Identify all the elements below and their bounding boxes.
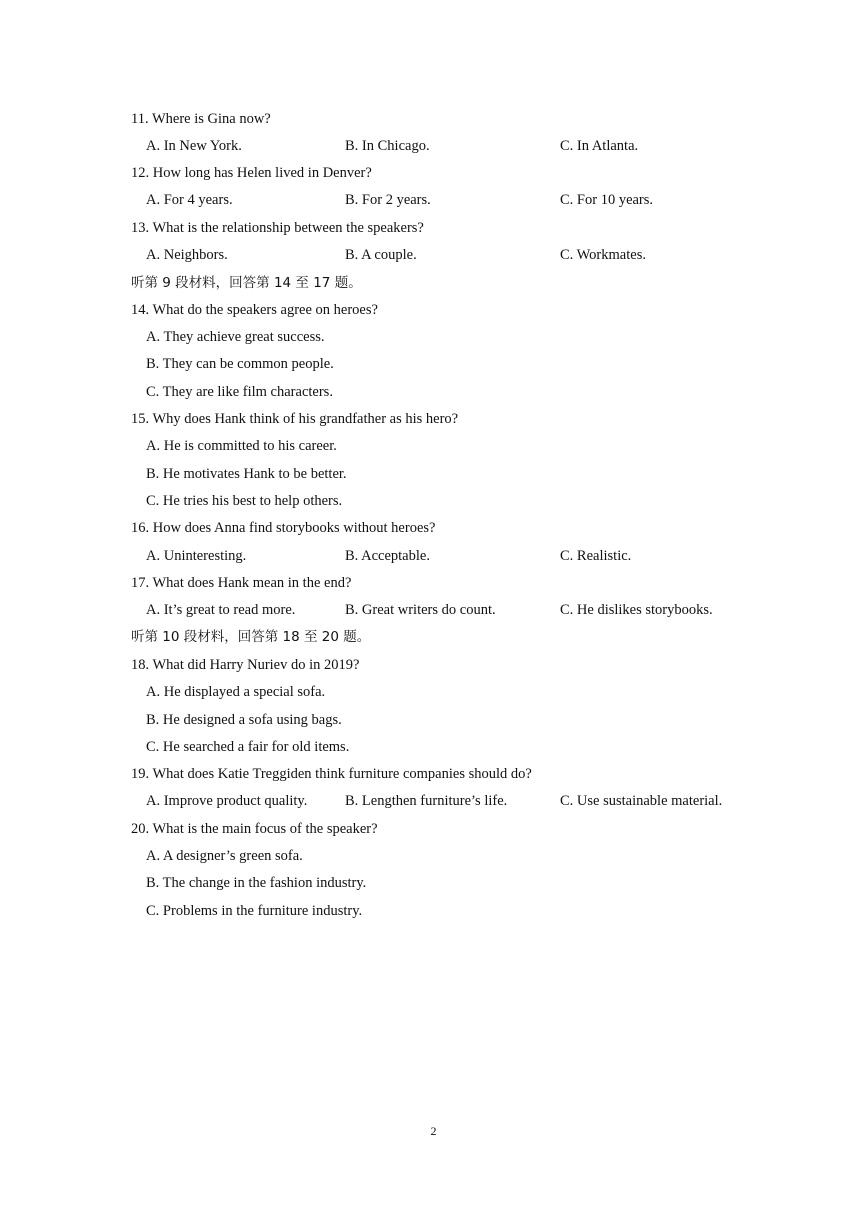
option-11c: C. In Atlanta. — [560, 138, 639, 154]
section-9-instruction: 听第 9 段材料，回答第 14 至 17 题。 — [131, 275, 362, 291]
option-16b: B. Acceptable. — [345, 548, 430, 564]
option-12a: A. For 4 years. — [146, 192, 233, 208]
option-14a: A. They achieve great success. — [146, 329, 325, 345]
option-11a: A. In New York. — [146, 138, 242, 154]
option-11b: B. In Chicago. — [345, 138, 430, 154]
option-20a: A. A designer’s green sofa. — [146, 848, 303, 864]
question-16: 16. How does Anna find storybooks without heroes? — [131, 520, 436, 536]
page-number: 2 — [430, 1124, 437, 1138]
option-17a: A. It’s great to read more. — [146, 602, 296, 618]
option-20c: C. Problems in the furniture industry. — [146, 903, 363, 919]
question-13: 13. What is the relationship between the speakers? — [131, 220, 424, 236]
question-19: 19. What does Katie Treggiden think furniture companies should do? — [131, 766, 532, 782]
option-18c: C. He searched a fair for old items. — [146, 739, 350, 755]
option-15b: B. He motivates Hank to be better. — [146, 466, 347, 482]
section-10-instruction: 听第 10 段材料，回答第 18 至 20 题。 — [131, 629, 371, 645]
option-13c: C. Workmates. — [560, 247, 646, 263]
option-15c: C. He tries his best to help others. — [146, 493, 343, 509]
option-19b: B. Lengthen furniture’s life. — [345, 793, 508, 809]
option-13a: A. Neighbors. — [146, 247, 228, 263]
option-17c: C. He dislikes storybooks. — [560, 602, 713, 618]
question-20: 20. What is the main focus of the speaker? — [131, 821, 378, 837]
option-14b: B. They can be common people. — [146, 356, 334, 372]
option-14c: C. They are like film characters. — [146, 384, 333, 400]
option-16a: A. Uninteresting. — [146, 548, 247, 564]
question-11: 11. Where is Gina now? — [131, 111, 271, 127]
option-13b: B. A couple. — [345, 247, 417, 263]
option-16c: C. Realistic. — [560, 548, 632, 564]
option-12b: B. For 2 years. — [345, 192, 431, 208]
question-18: 18. What did Harry Nuriev do in 2019? — [131, 657, 360, 673]
option-20b: B. The change in the fashion industry. — [146, 875, 367, 891]
option-18b: B. He designed a sofa using bags. — [146, 712, 342, 728]
question-17: 17. What does Hank mean in the end? — [131, 575, 352, 591]
option-17b: B. Great writers do count. — [345, 602, 496, 618]
option-19a: A. Improve product quality. — [146, 793, 308, 809]
question-14: 14. What do the speakers agree on heroes? — [131, 302, 378, 318]
option-19c: C. Use sustainable material. — [560, 793, 723, 809]
option-12c: C. For 10 years. — [560, 192, 654, 208]
option-15a: A. He is committed to his career. — [146, 438, 337, 454]
question-15: 15. Why does Hank think of his grandfather as his hero? — [131, 411, 459, 427]
question-12: 12. How long has Helen lived in Denver? — [131, 165, 372, 181]
option-18a: A. He displayed a special sofa. — [146, 684, 326, 700]
